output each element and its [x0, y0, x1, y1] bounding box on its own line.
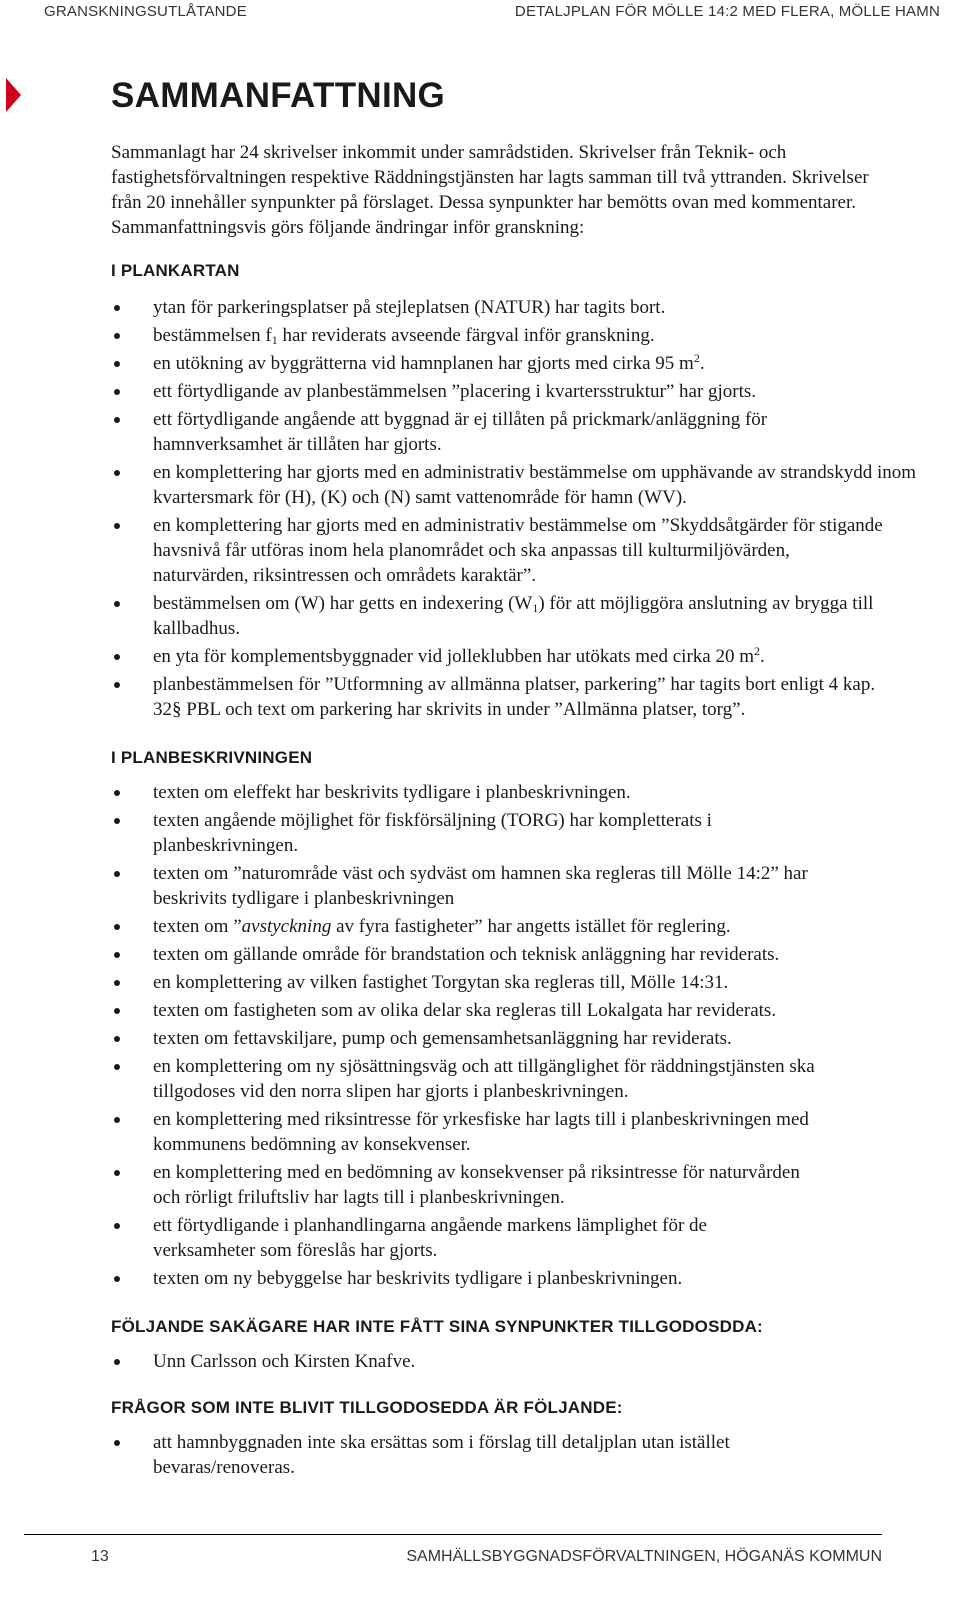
page-title: SAMMANFATTNING — [111, 76, 446, 115]
document-title-label: DETALJPLAN FÖR MÖLLE 14:2 MED FLERA, MÖLLE HAMN — [514, 3, 940, 20]
list-item: en komplettering med en bedömning av konsekvenser på riksintresse för naturvården och rörligt friluftsliv har lagts till i planbeskrivningen. — [111, 1160, 813, 1210]
list-item: bestämmelsen om (W) har getts en indexering $(W_1)$ för att möjliggöra anslutning av brygga till kallbadhus. — [111, 591, 893, 641]
section-heading-plankartan: I PLANKARTAN — [111, 261, 240, 280]
list-item: texten om ”naturområde väst och sydväst om hamnen ska regleras till Mölle 14:2” har beskrivits tydligare i planbeskrivningen — [111, 861, 853, 911]
list-item: planbestämmelsen för ”Utformning av allmänna platser, parkering” har tagits bort enligt 4 kap. 32§ PBL och text om parkering har skrivits in under ”Allmänna platser, torg”. — [111, 672, 893, 722]
planbeskrivningen-list — [111, 780, 851, 1291]
page-number: 13 — [91, 1548, 109, 1565]
list-item: texten om fettavskiljare, pump och gemensamhetsanläggning har reviderats. — [111, 1026, 851, 1051]
page-content — [111, 70, 931, 1483]
list-item: en komplettering har gjorts med en administrativ bestämmelse om upphävande av strandskydd inom kvartersmark för (H), (K) och (N) samt vattenområde för hamn (WV). — [111, 460, 931, 510]
list-item: Unn Carlsson och Kirsten Knafve. — [111, 1349, 931, 1374]
list-item: att hamnbyggnaden inte ska ersättas som i förslag till detaljplan utan istället bevaras/renoveras. — [111, 1430, 853, 1480]
list-item: en komplettering med riksintresse för yrkesfiske har lagts till i planbeskrivningen med kommunens bedömning av konsekvenser. — [111, 1107, 853, 1157]
section-heading-fragor: FRÅGOR SOM INTE BLIVIT TILLGODOSEDDA ÄR FÖLJANDE: — [111, 1398, 623, 1417]
fragor-list — [111, 1430, 931, 1480]
sakagare-list — [111, 1349, 931, 1374]
organization-label: SAMHÄLLSBYGGNADSFÖRVALTNINGEN, HÖGANÄS KOMMUN — [406, 1548, 882, 1565]
list-item: ett förtydligande av planbestämmelsen ”placering i kvartersstruktur” har gjorts. — [111, 379, 931, 404]
section-heading-sakagare: FÖLJANDE SAKÄGARE HAR INTE FÅTT SINA SYNPUNKTER TILLGODOSDDA: — [111, 1317, 763, 1336]
running-header — [44, 3, 940, 25]
document-type-label: GRANSKNINGSUTLÅTANDE — [44, 3, 247, 20]
section-heading-planbeskrivningen: I PLANBESKRIVNINGEN — [111, 748, 313, 767]
list-item: texten om ny bebyggelse har beskrivits tydligare i planbeskrivningen. — [111, 1266, 851, 1291]
intro-paragraph: Sammanlagt har 24 skrivelser inkommit under samrådstiden. Skrivelser från Teknik- och fastighetsförvaltningen respektive Räddningstjänsten har lagts samman till två yttranden. Skrivelser från 20 innehåller synpunkter på förslaget. Dessa synpunkter har bemötts ovan med kommentarer. Sammanfattningsvis görs följande ändringar inför granskning: — [111, 142, 869, 238]
list-item: texten om fastigheten som av olika delar ska regleras till Lokalgata har reviderats. — [111, 998, 851, 1023]
triangle-marker-icon — [6, 78, 21, 112]
list-item: texten om eleffekt har beskrivits tydligare i planbeskrivningen. — [111, 780, 851, 805]
page-footer — [0, 1548, 960, 1570]
plankartan-list — [111, 295, 931, 722]
list-item: bestämmelsen $f_1$ har reviderats avseende färgval inför granskning. — [111, 323, 931, 348]
list-item: texten angående möjlighet för fiskförsäljning (TORG) har kompletterats i planbeskrivningen. — [111, 808, 793, 858]
list-item: en komplettering om ny sjösättningsväg och att tillgänglighet för räddningstjänsten ska tillgodoses vid den norra slipen har gjorts i planbeskrivningen. — [111, 1054, 851, 1104]
list-item: en yta för komplementsbyggnader vid jolleklubben har utökats med cirka 20 $m^2$. — [111, 644, 931, 669]
list-item: en utökning av byggrätterna vid hamnplanen har gjorts med cirka 95 $m^2$. — [111, 351, 931, 376]
list-item: texten om ”avstyckning av fyra fastigheter” har angetts istället för reglering. — [111, 914, 851, 939]
footer-divider — [24, 1534, 882, 1535]
list-item: en komplettering har gjorts med en administrativ bestämmelse om ”Skyddsåtgärder för stigande havsnivå får utföras inom hela planområdet och ska anpassas till kulturmiljövärden, naturvärden, riksintressen och områdets karaktär”. — [111, 513, 883, 588]
list-item: ett förtydligande i planhandlingarna angående markens lämplighet för de verksamheter som föreslås har gjorts. — [111, 1213, 813, 1263]
list-item: en komplettering av vilken fastighet Torgytan ska regleras till, Mölle 14:31. — [111, 970, 851, 995]
list-item: ytan för parkeringsplatser på stejleplatsen (NATUR) har tagits bort. — [111, 295, 931, 320]
list-item: texten om gällande område för brandstation och teknisk anläggning har reviderats. — [111, 942, 851, 967]
list-item: ett förtydligande angående att byggnad är ej tillåten på prickmark/anläggning för hamnverksamhet är tillåten har gjorts. — [111, 407, 853, 457]
